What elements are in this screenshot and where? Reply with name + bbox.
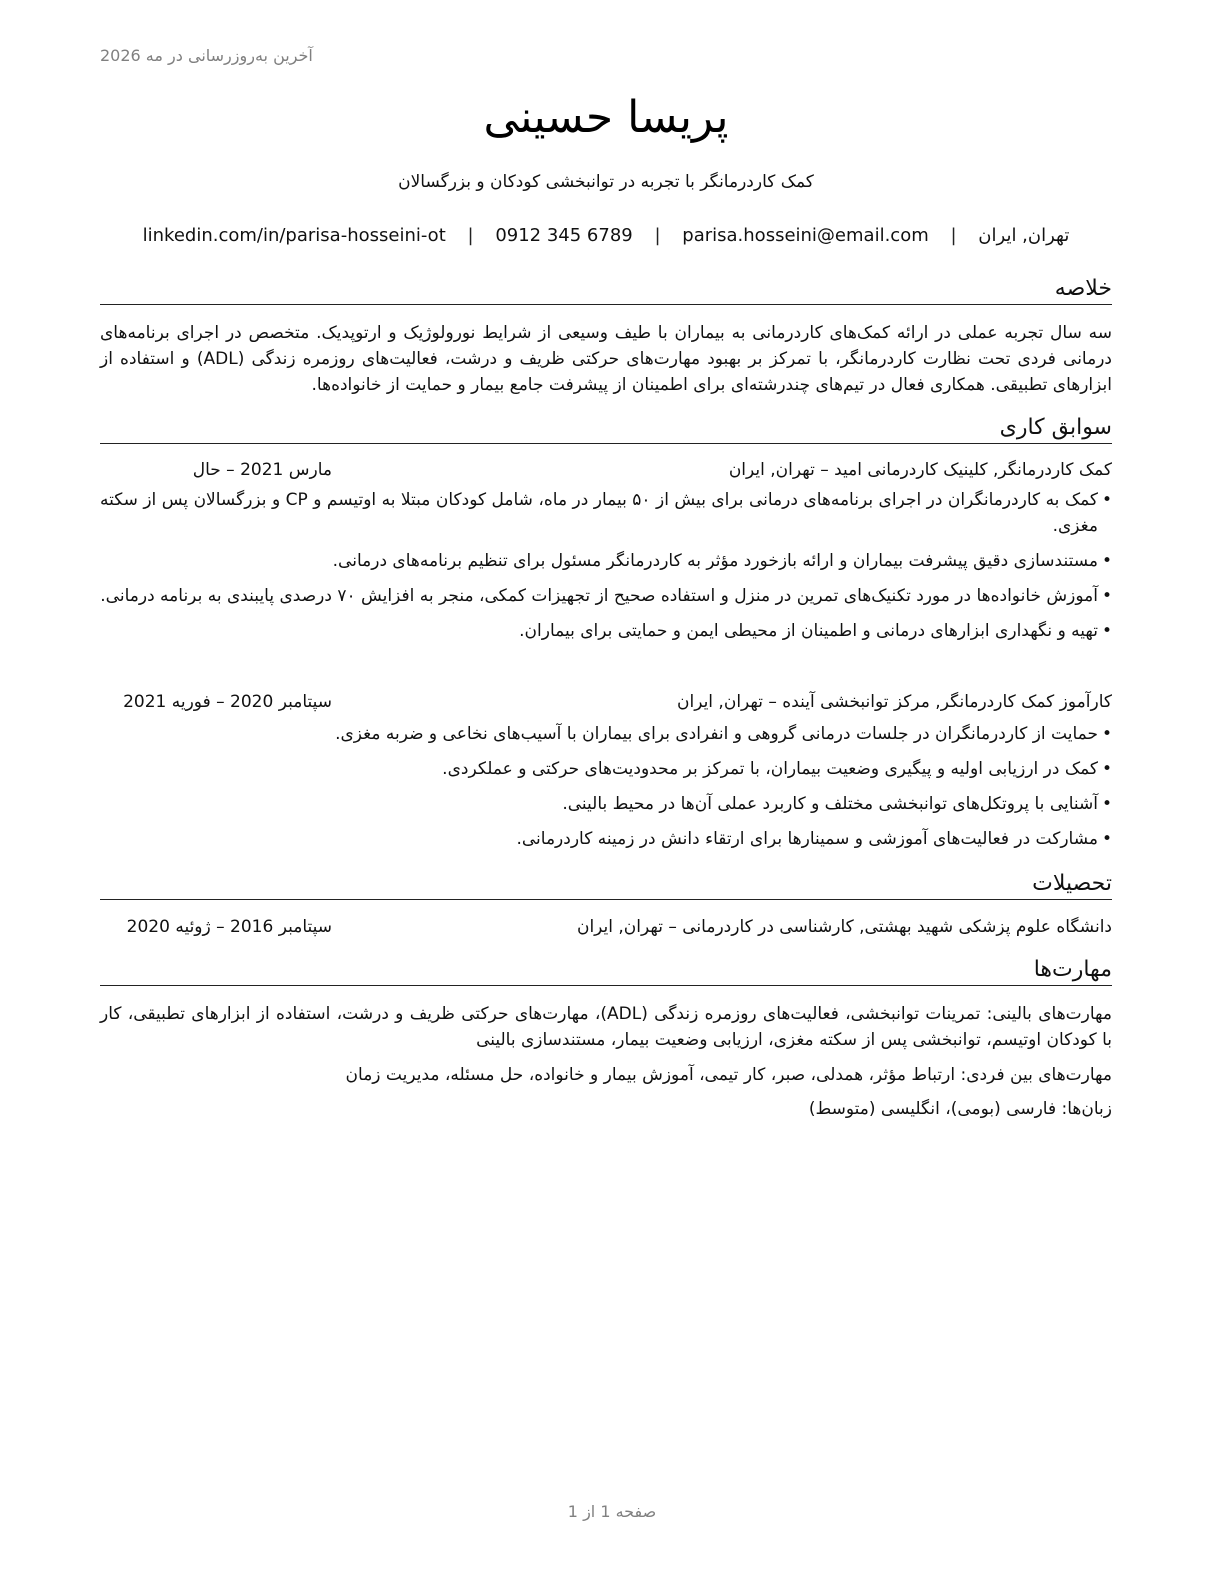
contact-phone[interactable]: 0912 345 6789 (495, 225, 633, 246)
job-bullet: • حمایت از کاردرمانگران در جلسات درمانی گروهی و انفرادی برای بیماران با آسیب‌های نخاعی و ضربه مغزی. (100, 721, 1112, 747)
education-entry (100, 914, 1112, 940)
last-updated-note: آخرین به‌روزرسانی در مه 2026 (100, 46, 313, 65)
contact-line (100, 225, 1112, 246)
job-bullet: • کمک به کاردرمانگران در اجرای برنامه‌های درمانی برای بیش از ۵۰ بیمار در ماه، شامل کودکان مبتلا به اوتیسم و CP و بزرگسالان پس از سکته مغزی. (100, 487, 1112, 539)
contact-email[interactable]: parisa.hosseini@email.com (682, 225, 929, 246)
skills-languages: زبان‌ها: فارسی (بومی)، انگلیسی (متوسط) (808, 1099, 1112, 1119)
section-title-summary: خلاصه (100, 276, 1112, 305)
contact-linkedin[interactable]: linkedin.com/in/parisa-hosseini-ot (142, 225, 446, 246)
job-header (100, 689, 1112, 715)
skills-interpersonal: مهارت‌های بین فردی: ارتباط مؤثر، همدلی، صبر، کار تیمی، آموزش بیمار و خانواده، حل مسئله، مدیریت زمان (345, 1065, 1112, 1085)
job-bullet: • آموزش خانواده‌ها در مورد تکنیک‌های تمرین در منزل و استفاده صحیح از تجهیزات کمکی، منجر به افزایش ۷۰ درصدی پایبندی به برنامه درمانی. (100, 583, 1112, 609)
candidate-headline: کمک کاردرمانگر با تجربه در توانبخشی کودکان و بزرگسالان (398, 172, 814, 192)
job-bullets (100, 721, 1112, 861)
education-title: دانشگاه علوم پزشکی شهید بهشتی, کارشناسی در کاردرمانی – تهران, ایران (576, 917, 1112, 937)
job-dates: سپتامبر 2020 – فوریه 2021 (123, 692, 332, 712)
section-title-experience: سوابق کاری (100, 415, 1112, 444)
job-dates: مارس 2021 – حال (192, 460, 332, 480)
resume-page (100, 0, 1112, 1584)
section-title-skills: مهارت‌ها (100, 957, 1112, 986)
job-title: کمک کاردرمانگر, کلینیک کاردرمانی امید – تهران, ایران (728, 460, 1112, 480)
job-bullets (100, 487, 1112, 653)
job-bullet: • مشارکت در فعالیت‌های آموزشی و سمینارها برای ارتقاء دانش در زمینه کاردرمانی. (100, 826, 1112, 852)
page-number: صفحه 1 از 1 (567, 1502, 657, 1521)
contact-location: تهران, ایران (978, 225, 1070, 246)
job-bullet: • تهیه و نگهداری ابزارهای درمانی و اطمینان از محیطی ایمن و حمایتی برای بیماران. (100, 618, 1112, 644)
contact-separator: | (950, 225, 957, 246)
job-bullet: • کمک در ارزیابی اولیه و پیگیری وضعیت بیماران، با تمرکز بر محدودیت‌های حرکتی و عملکردی. (100, 756, 1112, 782)
job-title: کارآموز کمک کاردرمانگر, مرکز توانبخشی آینده – تهران, ایران (676, 692, 1112, 712)
contact-separator: | (654, 225, 661, 246)
contact-separator: | (467, 225, 474, 246)
job-bullet: • مستندسازی دقیق پیشرفت بیماران و ارائه بازخورد مؤثر به کاردرمانگر مسئول برای تنظیم برنامه‌های درمانی. (100, 548, 1112, 574)
education-dates: سپتامبر 2016 – ژوئیه 2020 (126, 917, 332, 937)
section-title-education: تحصیلات (100, 871, 1112, 900)
candidate-name: پریسا حسینی (483, 92, 729, 143)
skills-clinical: مهارت‌های بالینی: تمرینات توانبخشی، فعالیت‌های روزمره زندگی (ADL)، مهارت‌های حرکتی ظریف و درشت، استفاده از ابزارهای تطبیقی، کار با کودکان اوتیسم، توانبخشی پس از سکته مغزی، ارزیابی وضعیت بیمار، مستندسازی بالینی (100, 1004, 1112, 1050)
summary-text: سه سال تجربه عملی در ارائه کمک‌های کاردرمانی به بیماران با طیف وسیعی از شرایط نورولوژیک و ارتوپدیک. متخصص در اجرای برنامه‌های درمانی فردی تحت نظارت کاردرمانگر، با تمرکز بر بهبود مهارت‌های حرکتی ظریف و درشت، فعالیت‌های روزمره زندگی (ADL) و استفاده از ابزارهای تطبیقی. همکاری فعال در تیم‌های چندرشته‌ای برای اطمینان از پیشرفت جامع بیمار و حمایت از خانواده‌ها. (100, 323, 1112, 395)
job-bullet: • آشنایی با پروتکل‌های توانبخشی مختلف و کاربرد عملی آن‌ها در محیط بالینی. (100, 791, 1112, 817)
job-header (100, 457, 1112, 483)
